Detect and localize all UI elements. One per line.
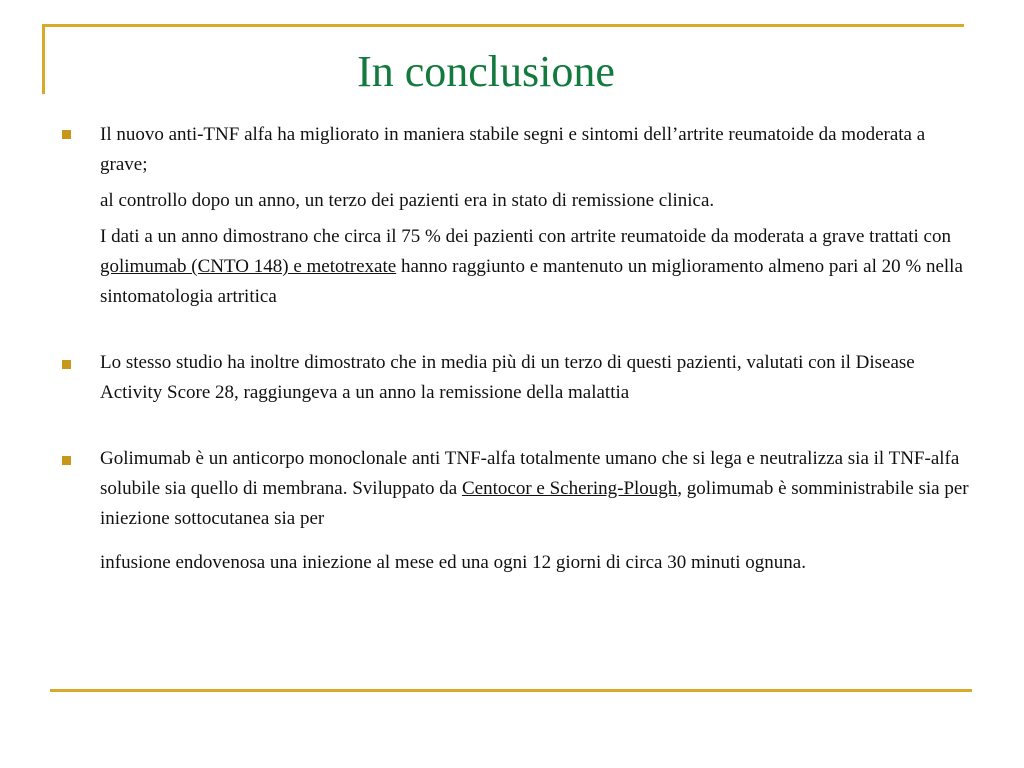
bullet-item-3 — [60, 444, 970, 578]
bullet-2-paragraph-1: Lo stesso studio ha inoltre dimostrato che in media più di un terzo di questi pazienti, valutati con il Disease Activity Score 28, raggiungeva a un anno la remissione della malattia — [100, 352, 915, 403]
paragraph-text: I dati a un anno dimostrano che circa il 75 % dei pazienti con artrite reumatoide da moderata a grave trattati con — [100, 226, 951, 247]
paragraph-text: hanno raggiunto e mantenuto un miglioramento almeno pari al 20 % nella sintomatologia artritica — [100, 256, 963, 307]
golimumab-metotrexate-link[interactable]: golimumab (CNTO 148) e metotrexate — [100, 256, 397, 277]
paragraph-text: Golimumab è un anticorpo monoclonale anti TNF-alfa totalmente umano che si lega e neutralizza sia il TNF-alfa solubile sia quello di membrana. Sviluppato da — [100, 448, 960, 499]
paragraph-text: , golimumab è somministrabile sia per iniezione sottocutanea sia per — [100, 478, 969, 529]
slide-title: In conclusione — [357, 47, 615, 96]
square-bullet-icon — [62, 360, 71, 369]
bullet-3-paragraph-1 — [100, 444, 970, 534]
bullet-item-1 — [60, 120, 970, 312]
square-bullet-icon — [62, 456, 71, 465]
bullet-1-paragraph-3 — [100, 222, 970, 312]
square-bullet-icon — [62, 130, 71, 139]
centocor-schering-plough-link[interactable]: Centocor e Schering-Plough — [462, 478, 678, 499]
bullet-1-paragraph-1: Il nuovo anti-TNF alfa ha migliorato in maniera stabile segni e sintomi dell’artrite reumatoide da moderata a grave; — [100, 124, 926, 175]
slide-content — [60, 120, 970, 578]
frame-top-line — [42, 24, 964, 27]
bullet-item-2 — [60, 348, 970, 408]
bullet-3-paragraph-2: infusione endovenosa una iniezione al mese ed una ogni 12 giorni di circa 30 minuti ognuna. — [100, 552, 806, 573]
frame-bottom-line — [50, 689, 972, 692]
bullet-1-paragraph-2: al controllo dopo un anno, un terzo dei pazienti era in stato di remissione clinica. — [100, 190, 715, 211]
